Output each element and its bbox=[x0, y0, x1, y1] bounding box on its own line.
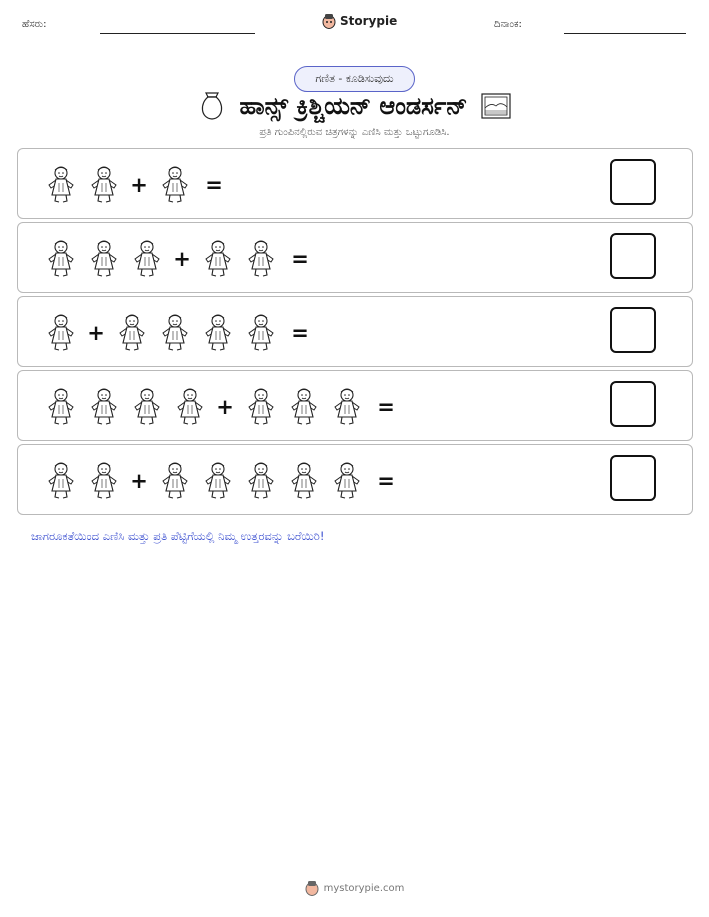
problem-expression bbox=[39, 445, 400, 516]
gingerbread-figure-icon bbox=[125, 387, 168, 427]
page-title: ಹಾನ್ಸ್ ಕ್ರಿಶ್ಚಿಯನ್ ಆಂಡರ್ಸನ್ bbox=[239, 92, 468, 120]
plus-sign: + bbox=[130, 172, 148, 197]
answer-box[interactable] bbox=[610, 159, 656, 205]
equals-sign: = bbox=[291, 246, 309, 271]
title-row bbox=[0, 88, 709, 124]
gingerbread-figure-icon bbox=[153, 165, 196, 205]
plus-sign: + bbox=[130, 468, 148, 493]
gingerbread-figure-icon bbox=[39, 313, 82, 353]
gingerbread-figure-icon bbox=[39, 165, 82, 205]
date-line[interactable] bbox=[564, 33, 686, 34]
date-label: ದಿನಾಂಕ: bbox=[494, 19, 522, 30]
gingerbread-figure-icon bbox=[125, 239, 168, 279]
gingerbread-figure-icon bbox=[82, 387, 125, 427]
problem-row bbox=[17, 296, 693, 367]
equals-sign: = bbox=[377, 394, 395, 419]
problem-expression bbox=[39, 223, 314, 294]
problem-expression bbox=[39, 371, 400, 442]
equals-sign: = bbox=[205, 172, 223, 197]
problem-row bbox=[17, 222, 693, 293]
logo-text: Storypie bbox=[340, 14, 398, 28]
gingerbread-figure-icon bbox=[153, 313, 196, 353]
gingerbread-figure-icon bbox=[39, 387, 82, 427]
storypie-mascot-icon bbox=[322, 13, 336, 29]
problem-row bbox=[17, 370, 693, 441]
problem-row bbox=[17, 148, 693, 219]
gingerbread-figure-icon bbox=[196, 461, 239, 501]
gingerbread-figure-icon bbox=[39, 461, 82, 501]
equals-sign: = bbox=[291, 320, 309, 345]
footer bbox=[0, 880, 709, 896]
problem-expression bbox=[39, 297, 314, 368]
plus-sign: + bbox=[87, 320, 105, 345]
gingerbread-figure-icon bbox=[82, 239, 125, 279]
gingerbread-figure-icon bbox=[110, 313, 153, 353]
gingerbread-figure-icon bbox=[282, 461, 325, 501]
gingerbread-figure-icon bbox=[239, 461, 282, 501]
plus-sign: + bbox=[173, 246, 191, 271]
name-line[interactable] bbox=[100, 33, 255, 34]
gingerbread-figure-icon bbox=[239, 387, 282, 427]
plus-sign: + bbox=[216, 394, 234, 419]
gingerbread-figure-icon bbox=[282, 387, 325, 427]
answer-box[interactable] bbox=[610, 307, 656, 353]
window-scene-icon bbox=[481, 92, 511, 120]
gingerbread-figure-icon bbox=[196, 239, 239, 279]
footer-url[interactable]: mystorypie.com bbox=[323, 882, 405, 894]
gingerbread-figure-icon bbox=[239, 239, 282, 279]
answer-box[interactable] bbox=[610, 381, 656, 427]
page-subtitle: ಪ್ರತಿ ಗುಂಪಿನಲ್ಲಿರುವ ಚಿತ್ರಗಳನ್ನು ಎಣಿಸಿ ಮತ್ತು ಒಟ್ಟುಗೂಡಿಸಿ. bbox=[259, 127, 450, 138]
instruction-text: ಜಾಗರೂಕತೆಯಿಂದ ಎಣಿಸಿ ಮತ್ತು ಪ್ರತಿ ಪೆಟ್ಟಿಗೆಯಲ್ಲಿ ನಿಮ್ಮ ಉತ್ತರವನ್ನು ಬರೆಯಿರಿ! bbox=[31, 529, 325, 543]
money-bag-icon bbox=[198, 91, 226, 121]
gingerbread-figure-icon bbox=[82, 461, 125, 501]
gingerbread-figure-icon bbox=[196, 313, 239, 353]
gingerbread-figure-icon bbox=[39, 239, 82, 279]
storypie-mascot-icon bbox=[305, 880, 319, 896]
gingerbread-figure-icon bbox=[168, 387, 211, 427]
storypie-logo bbox=[322, 13, 397, 29]
problem-row bbox=[17, 444, 693, 515]
gingerbread-figure-icon bbox=[325, 461, 368, 501]
answer-box[interactable] bbox=[610, 455, 656, 501]
problem-expression bbox=[39, 149, 228, 220]
equals-sign: = bbox=[377, 468, 395, 493]
name-label: ಹೆಸರು: bbox=[22, 19, 47, 30]
subject-badge: ಗಣಿತ - ಕೂಡಿಸುವುದು bbox=[294, 66, 415, 92]
gingerbread-figure-icon bbox=[82, 165, 125, 205]
gingerbread-figure-icon bbox=[239, 313, 282, 353]
gingerbread-figure-icon bbox=[325, 387, 368, 427]
answer-box[interactable] bbox=[610, 233, 656, 279]
gingerbread-figure-icon bbox=[153, 461, 196, 501]
